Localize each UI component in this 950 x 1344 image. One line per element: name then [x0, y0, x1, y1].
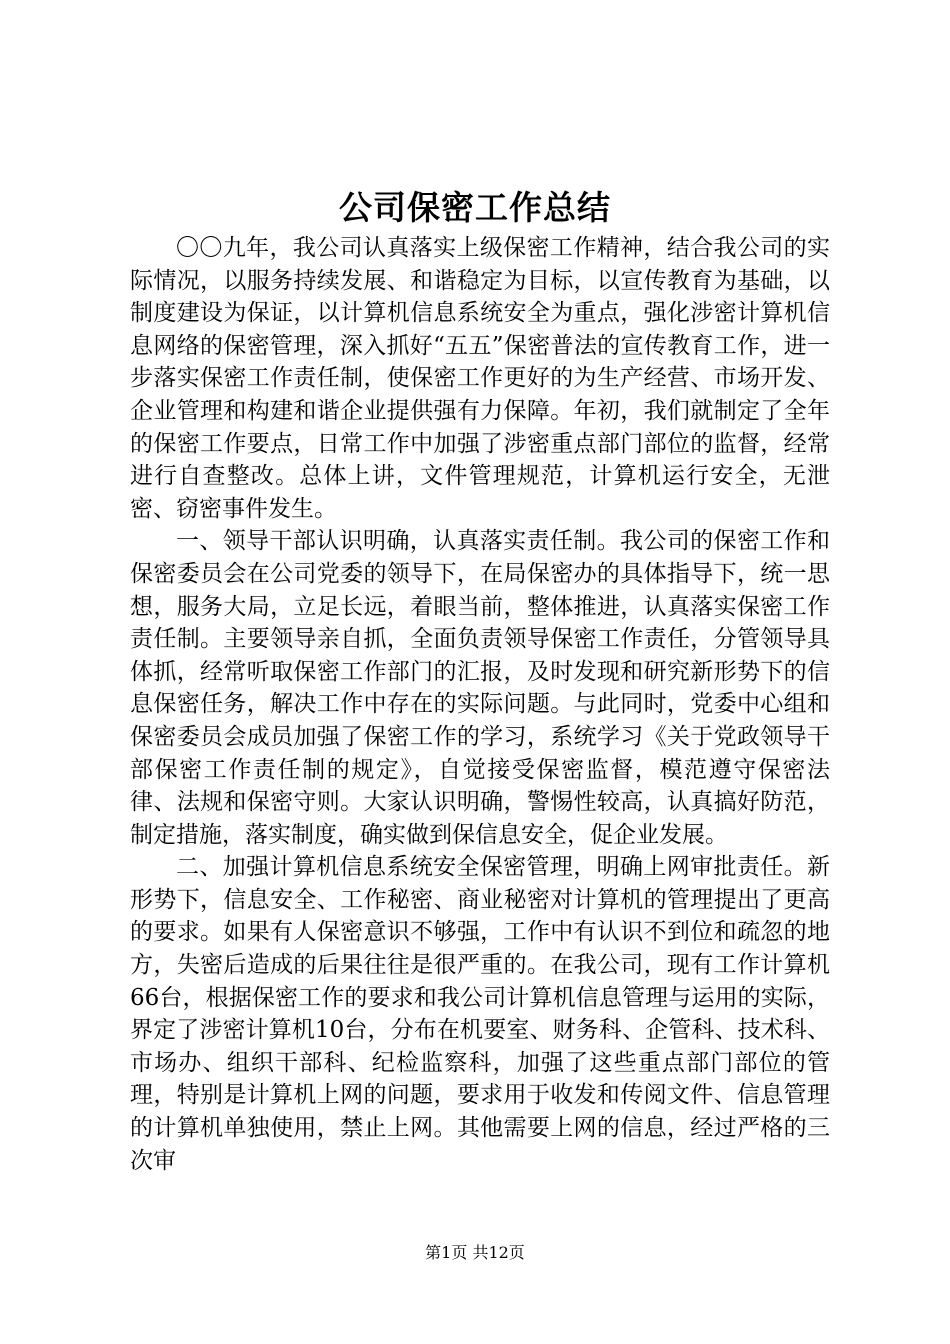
paragraph-section-2: 二、加强计算机信息系统安全保密管理，明确上网审批责任。新形势下，信息安全、工作秘密、商业秘密对计算机的管理提出了更高的要求。如果有人保密意识不够强，工作中有认识不到位和疏忽的地方，失密后造成的后果往往是很严重的。在我公司，现有工作计算机66台，根据保密工作的要求和我公司计算机信息管理与运用的实际，界定了涉密计算机10台，分布在机要室、财务科、企管科、技术科、市场办、组织干部科、纪检监察科，加强了这些重点部门部位的管理，特别是计算机上网的问题，要求用于收发和传阅文件、信息管理的计算机单独使用，禁止上网。其他需要上网的信息，经过严格的三次审 [130, 854, 830, 1174]
document-body [130, 232, 830, 1177]
paragraph-section-1: 一、领导干部认识明确，认真落实责任制。我公司的保密工作和保密委员会在公司党委的领导下，在局保密办的具体指导下，统一思想，服务大局，立足长远，着眼当前，整体推进，认真落实保密工作责任制。主要领导亲自抓，全面负责领导保密工作责任，分管领导具体抓，经常听取保密工作部门的汇报，及时发现和研究新形势下的信息保密任务，解决工作中存在的实际问题。与此同时，党委中心组和保密委员会成员加强了保密工作的学习，系统学习《关于党政领导干部保密工作责任制的规定》，自觉接受保密监督，模范遵守保密法律、法规和保密守则。大家认识明确，警惕性较高，认真搞好防范，制定措施，落实制度，确实做到保信息安全，促企业发展。 [130, 528, 830, 848]
page-number-footer: 第1页 共12页 [425, 1243, 525, 1262]
document-title: 公司保密工作总结 [339, 188, 611, 227]
paragraph-intro: 〇〇九年，我公司认真落实上级保密工作精神，结合我公司的实际情况，以服务持续发展、和谐稳定为目标，以宣传教育为基础，以制度建设为保证，以计算机信息系统安全为重点，强化涉密计算机信息网络的保密管理，深入抓好“五五”保密普法的宣传教育工作，进一步落实保密工作责任制，使保密工作更好的为生产经营、市场开发、企业管理和构建和谐企业提供强有力保障。年初，我们就制定了全年的保密工作要点，日常工作中加强了涉密重点部门部位的监督，经常进行自查整改。总体上讲，文件管理规范，计算机运行安全，无泄密、窃密事件发生。 [130, 235, 830, 522]
